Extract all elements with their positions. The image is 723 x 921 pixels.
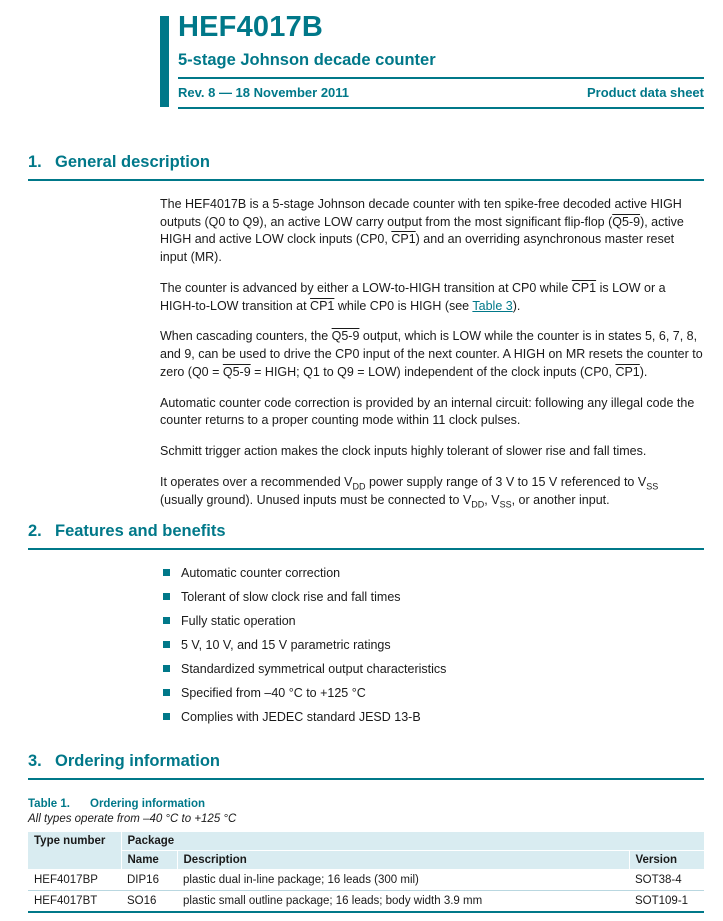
section-features (28, 522, 704, 725)
section-heading-general (28, 153, 704, 181)
square-bullet-icon (163, 593, 170, 600)
general-description-body (160, 196, 704, 510)
table-3-link[interactable]: Table 3 (472, 298, 513, 313)
ordering-table-header (28, 831, 704, 869)
cell-type-number: HEF4017BT (28, 890, 121, 912)
column-header-description: Description (177, 850, 629, 869)
title-block (160, 12, 704, 109)
section-general-description (28, 153, 704, 510)
cell-type-number: HEF4017BP (28, 869, 121, 890)
cell-description: plastic dual in-line package; 16 leads (300 mil) (177, 869, 629, 890)
feature-text: Standardized symmetrical output characteristics (181, 661, 447, 676)
cell-description: plastic small outline package; 16 leads; body width 3.9 mm (177, 890, 629, 912)
square-bullet-icon (163, 617, 170, 624)
feature-item (160, 685, 704, 702)
cell-version: SOT109-1 (629, 890, 704, 912)
feature-item (160, 661, 704, 678)
product-title: HEF4017B (178, 11, 324, 43)
feature-item (160, 613, 704, 630)
revision-row (178, 79, 704, 109)
square-bullet-icon (163, 569, 170, 576)
overline-text: CP1 (571, 280, 597, 295)
overline-text: Q5-9 (222, 364, 251, 379)
cell-package-name: DIP16 (121, 869, 177, 890)
paragraph: Automatic counter code correction is provided by an internal circuit: following any illegal code the counter returns to a proper counting mode within 11 clock pulses. (160, 395, 695, 428)
feature-text: Fully static operation (181, 614, 296, 629)
feature-item (160, 637, 704, 654)
table-caption-title: Ordering information (90, 797, 205, 810)
feature-item (160, 565, 704, 582)
section-heading-features (28, 522, 704, 550)
subscript-text: DD (471, 499, 485, 510)
square-bullet-icon (163, 713, 170, 720)
subscript-text: DD (352, 481, 366, 492)
paragraph: When cascading counters, the Q5-9 output, which is LOW while the counter is in states 5, 6, 7, 8, and 9, can be used to drive the CP0 input of the next counter. A HIGH on MR resets the counter to zero (Q0 = Q5-9 = HIGH; Q1 to Q9 = LOW) independent of the clock inputs (CP0, CP1). (160, 329, 703, 379)
overline-text: Q5-9 (331, 329, 360, 344)
paragraph: The counter is advanced by either a LOW-to-HIGH transition at CP0 while CP1 is LOW or a HIGH-to-LOW transition at CP1 while CP0 is HIGH (see Table 3). (160, 280, 666, 313)
feature-text: Complies with JEDEC standard JESD 13-B (181, 709, 421, 724)
feature-text: Specified from –40 °C to +125 °C (181, 685, 366, 700)
subscript-text: SS (646, 481, 659, 492)
feature-item (160, 589, 704, 606)
table-caption (28, 798, 704, 810)
table-row (28, 890, 704, 912)
cell-version: SOT38-4 (629, 869, 704, 890)
product-subtitle: 5-stage Johnson decade counter (178, 51, 704, 79)
table-note: All types operate from –40 °C to +125 °C (28, 812, 237, 825)
section-heading-ordering (28, 752, 704, 780)
overline-text: CP1 (391, 232, 416, 247)
column-header-version: Version (629, 850, 704, 869)
paragraph: Schmitt trigger action makes the clock inputs highly tolerant of slower rise and fall times. (160, 444, 647, 459)
overline-text: CP1 (615, 364, 640, 379)
feature-text: Tolerant of slow clock rise and fall times (181, 590, 401, 605)
section-number: 3. (28, 751, 42, 770)
table-header-row (28, 850, 704, 869)
table-row (28, 869, 704, 890)
section-ordering (28, 752, 704, 913)
paragraph: The HEF4017B is a 5-stage Johnson decade counter with ten spike-free decoded active HIGH outputs (Q0 to Q9), an active LOW carry output from the most significant flip-flop (Q5-9), active HIGH and active LOW clock inputs (CP0, CP1) and an overriding asynchronous master reset input (MR). (160, 196, 684, 265)
section-title: General description (55, 152, 210, 171)
revision-line: Rev. 8 — 18 November 2011 (178, 84, 350, 100)
cell-package-name: SO16 (121, 890, 177, 912)
table-header-row (28, 831, 704, 850)
ordering-table-body (28, 869, 704, 912)
doc-type-label: Product data sheet (586, 84, 704, 100)
feature-item (160, 709, 704, 726)
feature-text: 5 V, 10 V, and 15 V parametric ratings (181, 638, 391, 653)
square-bullet-icon (163, 665, 170, 672)
ordering-table (28, 831, 704, 913)
column-header-package: Package (121, 831, 704, 850)
paragraph: It operates over a recommended $V_{DD}$ power supply range of 3 V to 15 V referenced to $V_{SS}$ (usually ground). Unused inputs must be connected to $V_{DD}$, $V_{SS}$, or another input. (160, 474, 659, 510)
column-header-type-number: Type number (28, 831, 121, 869)
column-header-name: Name (121, 850, 177, 869)
section-number: 1. (28, 152, 42, 171)
section-title: Features and benefits (55, 522, 226, 541)
subscript-text: SS (499, 499, 512, 510)
accent-bar (160, 16, 169, 107)
table-caption-label: Table 1. (28, 797, 70, 810)
overline-text: CP1 (310, 298, 335, 313)
section-number: 2. (28, 522, 42, 541)
square-bullet-icon (163, 689, 170, 696)
square-bullet-icon (163, 641, 170, 648)
section-title: Ordering information (55, 751, 220, 770)
features-list (160, 565, 704, 725)
overline-text: Q5-9 (612, 214, 641, 229)
feature-text: Automatic counter correction (181, 566, 341, 581)
